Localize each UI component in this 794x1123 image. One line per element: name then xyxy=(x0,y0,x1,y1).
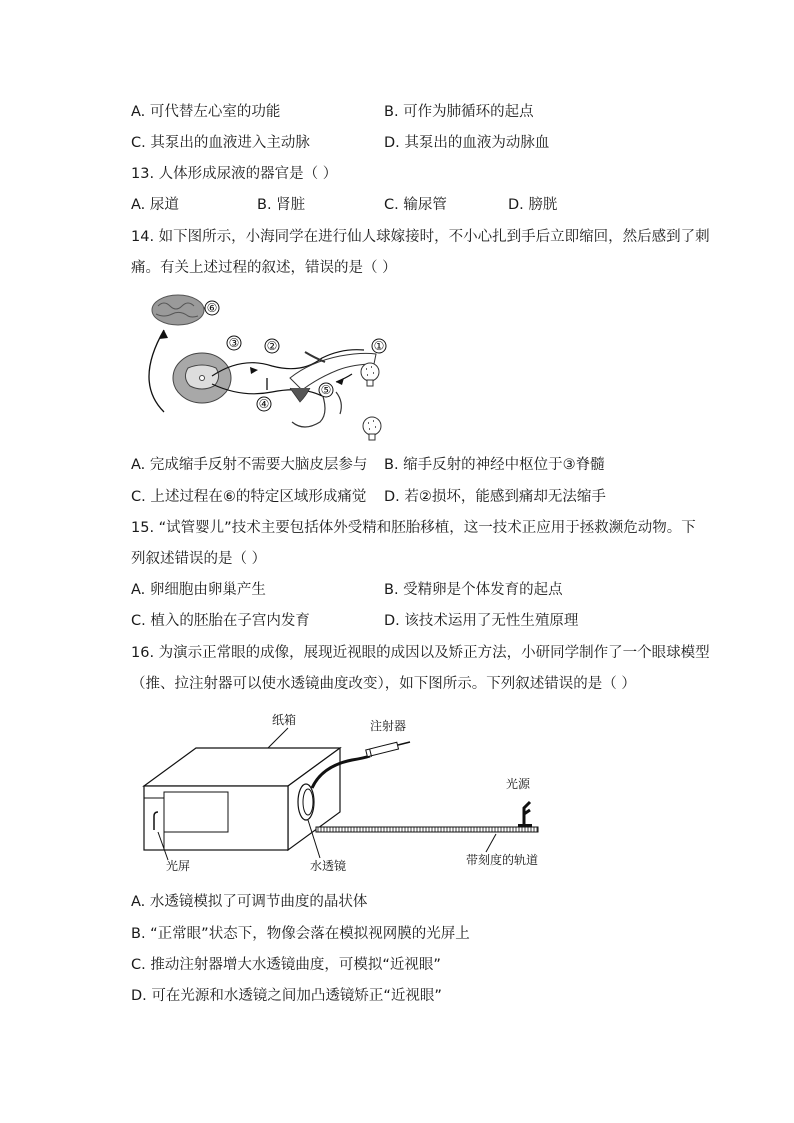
q14-option-c: C. 上述过程在⑥的特定区域形成痛觉 xyxy=(131,489,367,505)
label-6: ⑥ xyxy=(206,301,218,315)
q15-option-b: B. 受精卵是个体发育的起点 xyxy=(384,582,563,598)
q15-stem-line1: 15. “试管婴儿”技术主要包括体外受精和胚胎移植，这一技术正应用于拯救濒危动物。下 xyxy=(131,520,696,536)
q13-option-c: C. 输尿管 xyxy=(384,197,447,213)
light-label: 光源 xyxy=(506,777,531,791)
q16-stem-line1: 16. 为演示正常眼的成像，展现近视眼的成因以及矫正方法，小研同学制作了一个眼球模型 xyxy=(131,645,710,661)
track-label: 带刻度的轨道 xyxy=(466,853,539,867)
q16-option-c: C. 推动注射器增大水透镜曲度，可模拟“近视眼” xyxy=(131,957,441,973)
q12-option-c: C. 其泵出的血液进入主动脉 xyxy=(131,135,310,151)
q12-option-a: A. 可代替左心室的功能 xyxy=(131,104,281,120)
syringe-label: 注射器 xyxy=(370,719,407,733)
q13-option-b: B. 肾脏 xyxy=(257,197,306,213)
q16-stem-line2: （推、拉注射器可以使水透镜曲度改变），如下图所示。下列叙述错误的是（ ） xyxy=(131,676,636,692)
q16-option-d: D. 可在光源和水透镜之间加凸透镜矫正“近视眼” xyxy=(131,988,442,1004)
q15-option-d: D. 该技术运用了无性生殖原理 xyxy=(384,613,579,629)
box-label: 纸箱 xyxy=(272,713,297,727)
label-4: ④ xyxy=(258,397,270,411)
eye-model-figure xyxy=(140,708,560,878)
q15-stem-line2: 列叙述错误的是（ ） xyxy=(131,551,267,567)
q14-option-b: B. 缩手反射的神经中枢位于③脊髓 xyxy=(384,457,605,473)
q15-option-c: C. 植入的胚胎在子宫内发育 xyxy=(131,613,310,629)
q12-option-d: D. 其泵出的血液为动脉血 xyxy=(384,135,550,151)
label-2: ② xyxy=(266,339,278,353)
cactus-icon xyxy=(361,363,379,386)
light-source-icon xyxy=(518,802,532,827)
q14-stem-line2: 痛。有关上述过程的叙述，错误的是（ ） xyxy=(131,260,397,276)
q15-option-a: A. 卵细胞由卵巢产生 xyxy=(131,582,266,598)
lens-label: 水透镜 xyxy=(310,859,347,873)
screen-label: 光屏 xyxy=(166,859,191,873)
water-lens xyxy=(298,784,314,820)
label-5: ⑤ xyxy=(320,383,332,397)
cactus-icon xyxy=(363,417,381,440)
q14-option-a: A. 完成缩手反射不需要大脑皮层参与 xyxy=(131,457,368,473)
q16-option-b: B. “正常眼”状态下，物像会落在模拟视网膜的光屏上 xyxy=(131,926,470,942)
q13-option-d: D. 膀胱 xyxy=(508,197,558,213)
q14-option-d: D. 若②损坏，能感到痛却无法缩手 xyxy=(384,489,606,505)
label-3: ③ xyxy=(228,336,240,350)
q13-stem: 13. 人体形成尿液的器官是（ ） xyxy=(131,166,338,182)
q12-option-b: B. 可作为肺循环的起点 xyxy=(384,104,534,120)
q14-stem-line1: 14. 如下图所示，小海同学在进行仙人球嫁接时，不小心扎到手后立即缩回，然后感到了刺 xyxy=(131,229,710,245)
scaled-track xyxy=(316,827,538,832)
reflex-arc-figure xyxy=(140,292,400,444)
q16-option-a: A. 水透镜模拟了可调节曲度的晶状体 xyxy=(131,894,368,910)
syringe-icon xyxy=(366,742,410,757)
label-1: ① xyxy=(373,339,385,353)
spinal-cord-icon xyxy=(173,353,231,403)
brain-icon xyxy=(152,295,204,325)
q13-option-a: A. 尿道 xyxy=(131,197,179,213)
